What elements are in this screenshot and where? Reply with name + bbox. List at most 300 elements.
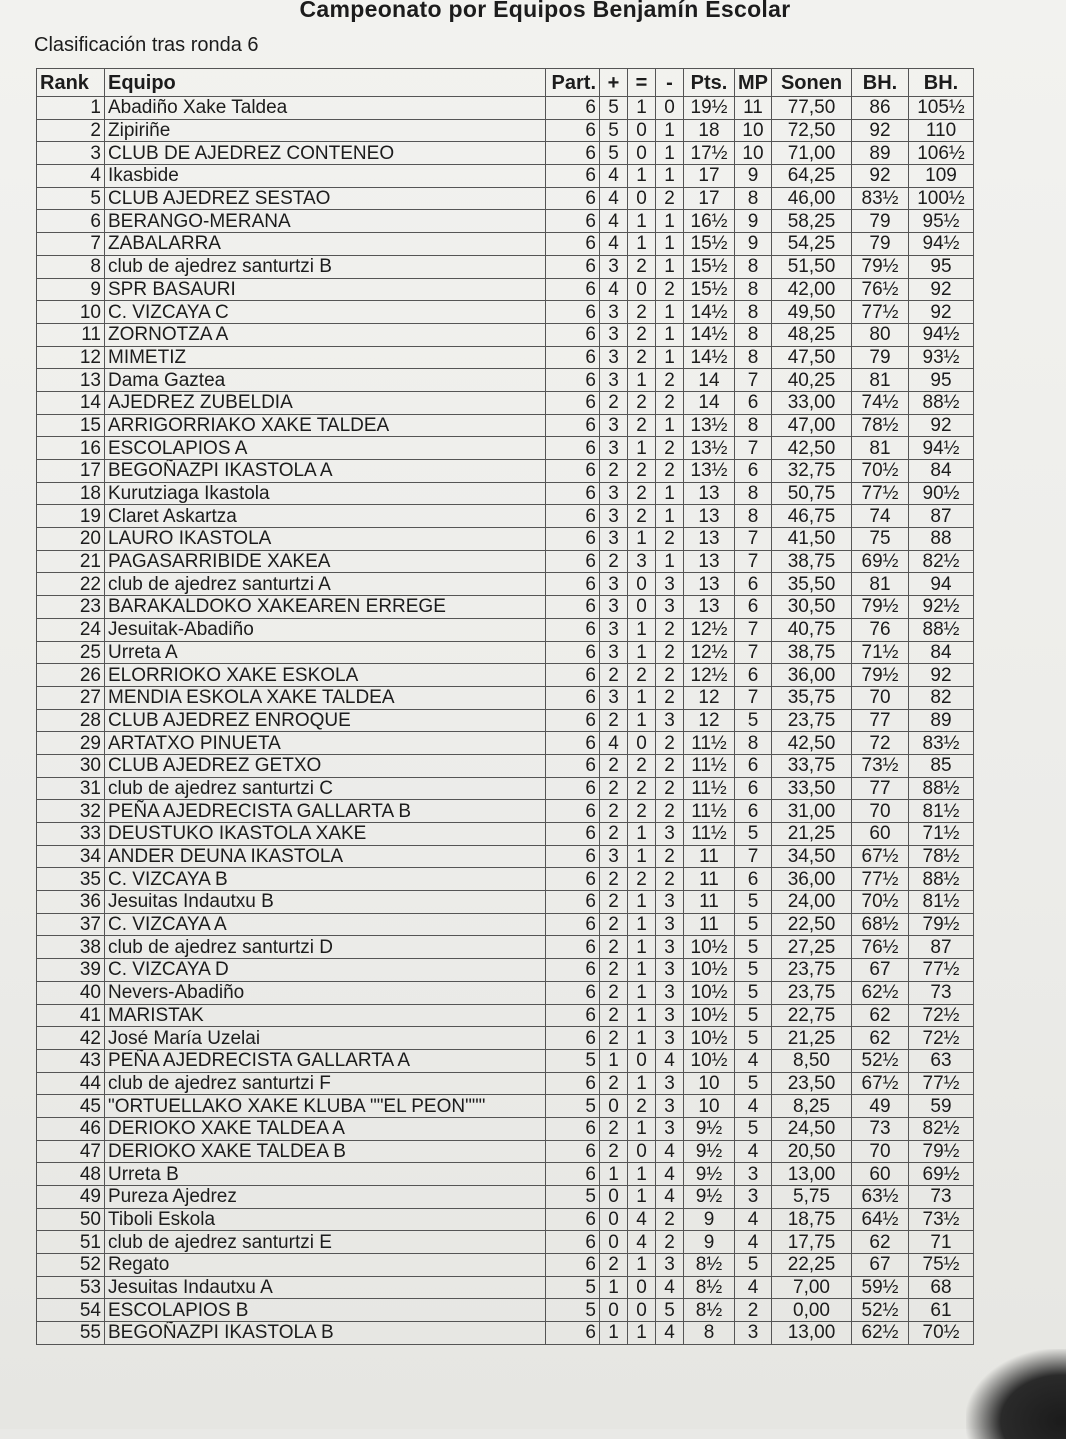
played-cell: 6: [546, 1208, 600, 1231]
wins-cell: 3: [600, 301, 628, 324]
table-row: [37, 1049, 974, 1072]
losses-cell: 2: [656, 664, 684, 687]
buchholz-1-cell: 76½: [852, 278, 909, 301]
sonneborn-cell: 24,50: [772, 1117, 852, 1140]
wins-cell: 2: [600, 800, 628, 823]
played-cell: 6: [546, 97, 600, 120]
match-points-cell: 9: [735, 165, 772, 188]
played-cell: 6: [546, 959, 600, 982]
team-cell: DERIOKO XAKE TALDEA A: [105, 1117, 546, 1140]
buchholz-1-cell: 52½: [852, 1299, 909, 1322]
wins-cell: 4: [600, 210, 628, 233]
buchholz-2-cell: 70½: [909, 1322, 974, 1345]
draws-cell: 2: [628, 255, 656, 278]
match-points-cell: 7: [735, 641, 772, 664]
table-row: [37, 618, 974, 641]
points-cell: 17½: [684, 142, 735, 165]
buchholz-2-cell: 79½: [909, 913, 974, 936]
points-cell: 12½: [684, 664, 735, 687]
draws-cell: 1: [628, 641, 656, 664]
match-points-cell: 4: [735, 1276, 772, 1299]
wins-cell: 3: [600, 482, 628, 505]
buchholz-1-cell: 52½: [852, 1049, 909, 1072]
draws-cell: 4: [628, 1231, 656, 1254]
rank-cell: 30: [37, 754, 105, 777]
table-row: [37, 664, 974, 687]
played-cell: 6: [546, 391, 600, 414]
losses-cell: 2: [656, 618, 684, 641]
wins-cell: 2: [600, 891, 628, 914]
losses-cell: 2: [656, 528, 684, 551]
buchholz-1-cell: 59½: [852, 1276, 909, 1299]
page-title: Campeonato por Equipos Benjamín Escolar: [299, 0, 791, 22]
team-cell: Nevers-Abadiño: [105, 981, 546, 1004]
draws-cell: 0: [628, 596, 656, 619]
played-cell: 6: [546, 1231, 600, 1254]
team-cell: LAURO IKASTOLA: [105, 528, 546, 551]
buchholz-2-cell: 87: [909, 936, 974, 959]
team-cell: PEÑA AJEDRECISTA GALLARTA A: [105, 1049, 546, 1072]
rank-cell: 17: [37, 460, 105, 483]
team-cell: CLUB AJEDREZ SESTAO: [105, 187, 546, 210]
table-row: [37, 460, 974, 483]
losses-cell: 4: [656, 1140, 684, 1163]
wins-cell: 3: [600, 845, 628, 868]
match-points-cell: 5: [735, 1027, 772, 1050]
draws-cell: 1: [628, 959, 656, 982]
buchholz-1-cell: 80: [852, 323, 909, 346]
draws-cell: 1: [628, 165, 656, 188]
rank-cell: 35: [37, 868, 105, 891]
rank-cell: 31: [37, 777, 105, 800]
points-cell: 9: [684, 1208, 735, 1231]
table-row: [37, 346, 974, 369]
played-cell: 6: [546, 482, 600, 505]
table-row: [37, 369, 974, 392]
sonneborn-cell: 21,25: [772, 823, 852, 846]
rank-cell: 26: [37, 664, 105, 687]
table-row: [37, 800, 974, 823]
buchholz-1-cell: 67½: [852, 845, 909, 868]
sonneborn-cell: 33,50: [772, 777, 852, 800]
col-header-rank: Rank: [37, 69, 105, 97]
sonneborn-cell: 54,25: [772, 233, 852, 256]
played-cell: 6: [546, 165, 600, 188]
match-points-cell: 4: [735, 1140, 772, 1163]
sonneborn-cell: 42,00: [772, 278, 852, 301]
draws-cell: 2: [628, 777, 656, 800]
sonneborn-cell: 22,50: [772, 913, 852, 936]
table-row: [37, 165, 974, 188]
table-row: [37, 1208, 974, 1231]
rank-cell: 15: [37, 414, 105, 437]
buchholz-2-cell: 88½: [909, 618, 974, 641]
sonneborn-cell: 72,50: [772, 119, 852, 142]
sonneborn-cell: 8,25: [772, 1095, 852, 1118]
wins-cell: 3: [600, 346, 628, 369]
rank-cell: 11: [37, 323, 105, 346]
sonneborn-cell: 7,00: [772, 1276, 852, 1299]
match-points-cell: 8: [735, 255, 772, 278]
rank-cell: 32: [37, 800, 105, 823]
played-cell: 6: [546, 981, 600, 1004]
losses-cell: 1: [656, 550, 684, 573]
table-row: [37, 1004, 974, 1027]
sonneborn-cell: 71,00: [772, 142, 852, 165]
buchholz-2-cell: 87: [909, 505, 974, 528]
points-cell: 12½: [684, 641, 735, 664]
wins-cell: 3: [600, 505, 628, 528]
rank-cell: 29: [37, 732, 105, 755]
draws-cell: 1: [628, 913, 656, 936]
played-cell: 6: [546, 686, 600, 709]
table-row: [37, 1027, 974, 1050]
buchholz-1-cell: 77½: [852, 482, 909, 505]
team-cell: C. VIZCAYA B: [105, 868, 546, 891]
buchholz-1-cell: 62: [852, 1027, 909, 1050]
draws-cell: 0: [628, 187, 656, 210]
played-cell: 6: [546, 936, 600, 959]
rank-cell: 44: [37, 1072, 105, 1095]
buchholz-2-cell: 79½: [909, 1140, 974, 1163]
points-cell: 10½: [684, 959, 735, 982]
table-row: [37, 1186, 974, 1209]
buchholz-1-cell: 70: [852, 800, 909, 823]
table-row: [37, 913, 974, 936]
losses-cell: 2: [656, 754, 684, 777]
team-cell: ARRIGORRIAKO XAKE TALDEA: [105, 414, 546, 437]
match-points-cell: 8: [735, 505, 772, 528]
points-cell: 8: [684, 1322, 735, 1345]
played-cell: 6: [546, 573, 600, 596]
sonneborn-cell: 36,00: [772, 664, 852, 687]
match-points-cell: 5: [735, 1004, 772, 1027]
rank-cell: 25: [37, 641, 105, 664]
buchholz-2-cell: 106½: [909, 142, 974, 165]
points-cell: 11½: [684, 754, 735, 777]
buchholz-2-cell: 82½: [909, 1117, 974, 1140]
team-cell: ELORRIOKO XAKE ESKOLA: [105, 664, 546, 687]
draws-cell: 2: [628, 868, 656, 891]
team-cell: SPR BASAURI: [105, 278, 546, 301]
match-points-cell: 8: [735, 414, 772, 437]
buchholz-2-cell: 81½: [909, 891, 974, 914]
buchholz-2-cell: 89: [909, 709, 974, 732]
buchholz-2-cell: 78½: [909, 845, 974, 868]
buchholz-1-cell: 75: [852, 528, 909, 551]
rank-cell: 40: [37, 981, 105, 1004]
wins-cell: 0: [600, 1231, 628, 1254]
team-cell: PEÑA AJEDRECISTA GALLARTA B: [105, 800, 546, 823]
buchholz-1-cell: 67: [852, 1254, 909, 1277]
buchholz-2-cell: 88: [909, 528, 974, 551]
match-points-cell: 8: [735, 301, 772, 324]
losses-cell: 5: [656, 1299, 684, 1322]
table-row: [37, 959, 974, 982]
buchholz-1-cell: 92: [852, 119, 909, 142]
table-row: [37, 777, 974, 800]
points-cell: 14: [684, 391, 735, 414]
team-cell: club de ajedrez santurtzi D: [105, 936, 546, 959]
team-cell: Jesuitas Indautxu A: [105, 1276, 546, 1299]
points-cell: 13: [684, 550, 735, 573]
team-cell: DERIOKO XAKE TALDEA B: [105, 1140, 546, 1163]
played-cell: 6: [546, 1163, 600, 1186]
rank-cell: 24: [37, 618, 105, 641]
wins-cell: 0: [600, 1186, 628, 1209]
draws-cell: 1: [628, 1163, 656, 1186]
draws-cell: 1: [628, 97, 656, 120]
played-cell: 6: [546, 346, 600, 369]
table-row: [37, 596, 974, 619]
buchholz-1-cell: 89: [852, 142, 909, 165]
table-row: [37, 301, 974, 324]
wins-cell: 2: [600, 1027, 628, 1050]
buchholz-2-cell: 95½: [909, 210, 974, 233]
team-cell: CLUB AJEDREZ ENROQUE: [105, 709, 546, 732]
wins-cell: 2: [600, 1004, 628, 1027]
buchholz-2-cell: 82½: [909, 550, 974, 573]
sonneborn-cell: 13,00: [772, 1322, 852, 1345]
points-cell: 13: [684, 573, 735, 596]
table-row: [37, 1322, 974, 1345]
buchholz-2-cell: 73: [909, 981, 974, 1004]
rank-cell: 45: [37, 1095, 105, 1118]
table-row: [37, 936, 974, 959]
wins-cell: 0: [600, 1299, 628, 1322]
buchholz-1-cell: 60: [852, 1163, 909, 1186]
points-cell: 14½: [684, 323, 735, 346]
sonneborn-cell: 17,75: [772, 1231, 852, 1254]
played-cell: 6: [546, 891, 600, 914]
wins-cell: 3: [600, 255, 628, 278]
sonneborn-cell: 58,25: [772, 210, 852, 233]
match-points-cell: 5: [735, 823, 772, 846]
buchholz-2-cell: 73½: [909, 1208, 974, 1231]
rank-cell: 28: [37, 709, 105, 732]
sonneborn-cell: 42,50: [772, 732, 852, 755]
played-cell: 6: [546, 119, 600, 142]
table-row: [37, 391, 974, 414]
rank-cell: 7: [37, 233, 105, 256]
losses-cell: 3: [656, 1117, 684, 1140]
sonneborn-cell: 35,75: [772, 686, 852, 709]
wins-cell: 2: [600, 868, 628, 891]
points-cell: 9½: [684, 1163, 735, 1186]
played-cell: 6: [546, 1004, 600, 1027]
losses-cell: 2: [656, 800, 684, 823]
rank-cell: 3: [37, 142, 105, 165]
played-cell: 6: [546, 1027, 600, 1050]
wins-cell: 4: [600, 732, 628, 755]
points-cell: 16½: [684, 210, 735, 233]
losses-cell: 2: [656, 187, 684, 210]
draws-cell: 1: [628, 845, 656, 868]
losses-cell: 4: [656, 1049, 684, 1072]
team-cell: BEGOÑAZPI IKASTOLA B: [105, 1322, 546, 1345]
losses-cell: 3: [656, 936, 684, 959]
rank-cell: 48: [37, 1163, 105, 1186]
played-cell: 6: [546, 369, 600, 392]
losses-cell: 2: [656, 1208, 684, 1231]
match-points-cell: 3: [735, 1322, 772, 1345]
losses-cell: 1: [656, 346, 684, 369]
wins-cell: 1: [600, 1049, 628, 1072]
played-cell: 6: [546, 845, 600, 868]
losses-cell: 1: [656, 414, 684, 437]
points-cell: 11½: [684, 732, 735, 755]
draws-cell: 1: [628, 1186, 656, 1209]
buchholz-2-cell: 84: [909, 460, 974, 483]
team-cell: CLUB DE AJEDREZ CONTENEO: [105, 142, 546, 165]
table-row: [37, 823, 974, 846]
sonneborn-cell: 33,00: [772, 391, 852, 414]
losses-cell: 0: [656, 97, 684, 120]
col-header-buchholz-2: BH.: [909, 69, 974, 97]
losses-cell: 4: [656, 1163, 684, 1186]
buchholz-1-cell: 76: [852, 618, 909, 641]
buchholz-2-cell: 92: [909, 301, 974, 324]
buchholz-1-cell: 92: [852, 165, 909, 188]
wins-cell: 1: [600, 1276, 628, 1299]
team-cell: BERANGO-MERANA: [105, 210, 546, 233]
rank-cell: 52: [37, 1254, 105, 1277]
wins-cell: 3: [600, 528, 628, 551]
points-cell: 13: [684, 596, 735, 619]
rank-cell: 10: [37, 301, 105, 324]
draws-cell: 1: [628, 528, 656, 551]
played-cell: 5: [546, 1049, 600, 1072]
draws-cell: 1: [628, 618, 656, 641]
played-cell: 6: [546, 596, 600, 619]
losses-cell: 3: [656, 596, 684, 619]
col-header-draws: =: [628, 69, 656, 97]
losses-cell: 3: [656, 1254, 684, 1277]
buchholz-2-cell: 94½: [909, 323, 974, 346]
points-cell: 18: [684, 119, 735, 142]
table-row: [37, 1231, 974, 1254]
sonneborn-cell: 30,50: [772, 596, 852, 619]
buchholz-2-cell: 84: [909, 641, 974, 664]
wins-cell: 2: [600, 981, 628, 1004]
wins-cell: 4: [600, 233, 628, 256]
draws-cell: 0: [628, 573, 656, 596]
team-cell: C. VIZCAYA D: [105, 959, 546, 982]
match-points-cell: 5: [735, 709, 772, 732]
played-cell: 6: [546, 732, 600, 755]
wins-cell: 2: [600, 460, 628, 483]
rank-cell: 14: [37, 391, 105, 414]
draws-cell: 2: [628, 346, 656, 369]
rank-cell: 43: [37, 1049, 105, 1072]
sonneborn-cell: 23,75: [772, 709, 852, 732]
buchholz-2-cell: 92: [909, 664, 974, 687]
draws-cell: 0: [628, 119, 656, 142]
sonneborn-cell: 32,75: [772, 460, 852, 483]
team-cell: PAGASARRIBIDE XAKEA: [105, 550, 546, 573]
sonneborn-cell: 5,75: [772, 1186, 852, 1209]
buchholz-1-cell: 49: [852, 1095, 909, 1118]
buchholz-1-cell: 72: [852, 732, 909, 755]
sonneborn-cell: 8,50: [772, 1049, 852, 1072]
draws-cell: 1: [628, 1322, 656, 1345]
match-points-cell: 3: [735, 1186, 772, 1209]
team-cell: Regato: [105, 1254, 546, 1277]
match-points-cell: 8: [735, 187, 772, 210]
col-header-team: Equipo: [105, 69, 546, 97]
played-cell: 6: [546, 823, 600, 846]
shadow-object: [966, 1349, 1066, 1439]
played-cell: 6: [546, 641, 600, 664]
wins-cell: 2: [600, 664, 628, 687]
buchholz-2-cell: 85: [909, 754, 974, 777]
losses-cell: 2: [656, 777, 684, 800]
rank-cell: 50: [37, 1208, 105, 1231]
rank-cell: 34: [37, 845, 105, 868]
wins-cell: 3: [600, 686, 628, 709]
wins-cell: 4: [600, 278, 628, 301]
team-cell: ANDER DEUNA IKASTOLA: [105, 845, 546, 868]
draws-cell: 1: [628, 936, 656, 959]
rank-cell: 16: [37, 437, 105, 460]
header-row: [37, 69, 974, 97]
losses-cell: 1: [656, 210, 684, 233]
match-points-cell: 6: [735, 391, 772, 414]
col-header-match-points: MP: [735, 69, 772, 97]
table-row: [37, 142, 974, 165]
sonneborn-cell: 77,50: [772, 97, 852, 120]
points-cell: 19½: [684, 97, 735, 120]
match-points-cell: 10: [735, 119, 772, 142]
buchholz-1-cell: 62½: [852, 981, 909, 1004]
draws-cell: 0: [628, 142, 656, 165]
losses-cell: 1: [656, 505, 684, 528]
draws-cell: 1: [628, 686, 656, 709]
points-cell: 8½: [684, 1254, 735, 1277]
rank-cell: 19: [37, 505, 105, 528]
buchholz-1-cell: 77½: [852, 868, 909, 891]
col-header-sonneborn: Sonen: [772, 69, 852, 97]
points-cell: 10: [684, 1072, 735, 1095]
rank-cell: 46: [37, 1117, 105, 1140]
wins-cell: 3: [600, 323, 628, 346]
points-cell: 13½: [684, 437, 735, 460]
team-cell: Pureza Ajedrez: [105, 1186, 546, 1209]
played-cell: 6: [546, 1140, 600, 1163]
draws-cell: 1: [628, 891, 656, 914]
table-row: [37, 255, 974, 278]
team-cell: Urreta B: [105, 1163, 546, 1186]
team-cell: ARTATXO PINUETA: [105, 732, 546, 755]
losses-cell: 3: [656, 891, 684, 914]
team-cell: Zipiriñe: [105, 119, 546, 142]
standings-table: [36, 68, 974, 1345]
wins-cell: 3: [600, 573, 628, 596]
played-cell: 6: [546, 709, 600, 732]
sonneborn-cell: 22,75: [772, 1004, 852, 1027]
played-cell: 6: [546, 1254, 600, 1277]
points-cell: 10½: [684, 1004, 735, 1027]
losses-cell: 1: [656, 255, 684, 278]
match-points-cell: 6: [735, 777, 772, 800]
match-points-cell: 7: [735, 686, 772, 709]
team-cell: club de ajedrez santurtzi F: [105, 1072, 546, 1095]
team-cell: Tiboli Eskola: [105, 1208, 546, 1231]
rank-cell: 38: [37, 936, 105, 959]
buchholz-1-cell: 69½: [852, 550, 909, 573]
table-row: [37, 1276, 974, 1299]
sonneborn-cell: 41,50: [772, 528, 852, 551]
